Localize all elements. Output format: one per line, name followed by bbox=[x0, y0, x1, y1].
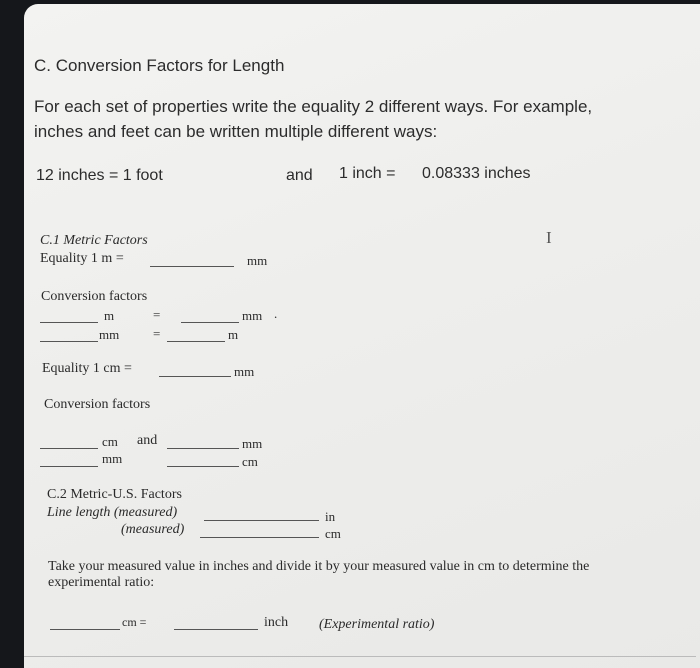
conversion-m-row1-dot: . bbox=[274, 306, 278, 321]
conversion-m-row2-blank-left[interactable] bbox=[40, 341, 98, 342]
example-right-value: 0.08333 inches bbox=[422, 165, 531, 182]
ratio-inch-value-blank[interactable] bbox=[50, 629, 120, 630]
conversion-m-title: Conversion factors bbox=[41, 289, 148, 304]
equality-cm-unit: mm bbox=[234, 364, 255, 379]
line-length-cm-unit: cm bbox=[325, 526, 341, 541]
conversion-m-row2-unit: m bbox=[228, 327, 239, 342]
text-cursor-icon: I bbox=[546, 228, 552, 247]
conversion-m-row1-unit: mm bbox=[242, 308, 263, 323]
equality-cm-label: Equality 1 cm = bbox=[42, 361, 132, 376]
conversion-m-row2-left-unit: mm bbox=[99, 327, 120, 342]
instructions-line-1: For each set of properties write the equality 2 different ways. For example, bbox=[34, 97, 593, 116]
c2-title: C.2 Metric-U.S. Factors bbox=[47, 487, 182, 502]
ratio-result-blank[interactable] bbox=[174, 629, 258, 630]
conversion-cm-row2-unit: cm bbox=[242, 454, 258, 469]
c2-instruction-line-1: Take your measured value in inches and divide it by your measured value in cm to determine the bbox=[48, 559, 590, 574]
example-left: 12 inches = 1 foot bbox=[36, 167, 163, 184]
measured-label: (measured) bbox=[121, 522, 185, 537]
worksheet-page bbox=[24, 4, 700, 668]
line-length-in-blank[interactable] bbox=[204, 520, 319, 521]
ratio-cm-label: cm = bbox=[122, 615, 147, 629]
line-length-in-unit: in bbox=[325, 509, 336, 524]
conversion-m-row1-left-unit: m bbox=[104, 308, 115, 323]
conversion-cm-row2-blank-left[interactable] bbox=[40, 466, 98, 467]
c1-title: C.1 Metric Factors bbox=[40, 233, 148, 248]
example-right-start: 1 inch = bbox=[339, 165, 396, 182]
equality-m-label: Equality 1 m = bbox=[40, 251, 124, 266]
instructions-line-2: inches and feet can be written multiple different ways: bbox=[34, 122, 438, 141]
example-and: and bbox=[286, 167, 313, 184]
line-length-cm-blank[interactable] bbox=[200, 537, 319, 538]
equality-m-unit: mm bbox=[247, 253, 268, 268]
equality-m-blank[interactable] bbox=[150, 266, 234, 267]
conversion-m-row1-blank-left[interactable] bbox=[40, 322, 98, 323]
conversion-m-row2-blank-right[interactable] bbox=[167, 341, 225, 342]
conversion-cm-row1-left-unit: cm bbox=[102, 434, 118, 449]
conversion-m-row1-equals: = bbox=[153, 307, 161, 322]
equality-cm-blank[interactable] bbox=[159, 376, 231, 377]
conversion-cm-row2-blank-right[interactable] bbox=[167, 466, 239, 467]
line-length-label: Line length (measured) bbox=[47, 505, 178, 520]
conversion-cm-row2-left-unit: mm bbox=[102, 451, 123, 466]
section-heading: C. Conversion Factors for Length bbox=[34, 56, 285, 75]
ratio-note: (Experimental ratio) bbox=[319, 617, 435, 632]
c2-instruction-line-2: experimental ratio: bbox=[48, 575, 155, 590]
conversion-cm-row1-blank-left[interactable] bbox=[40, 448, 98, 449]
conversion-cm-row1-blank-right[interactable] bbox=[167, 448, 239, 449]
conversion-cm-row1-and: and bbox=[137, 433, 158, 448]
conversion-m-row2-equals: = bbox=[153, 326, 161, 341]
conversion-cm-row1-unit: mm bbox=[242, 436, 263, 451]
bottom-rule bbox=[24, 656, 696, 657]
conversion-m-row1-blank-right[interactable] bbox=[181, 322, 239, 323]
conversion-cm-title: Conversion factors bbox=[44, 397, 151, 412]
ratio-inch-label: inch bbox=[264, 615, 289, 630]
